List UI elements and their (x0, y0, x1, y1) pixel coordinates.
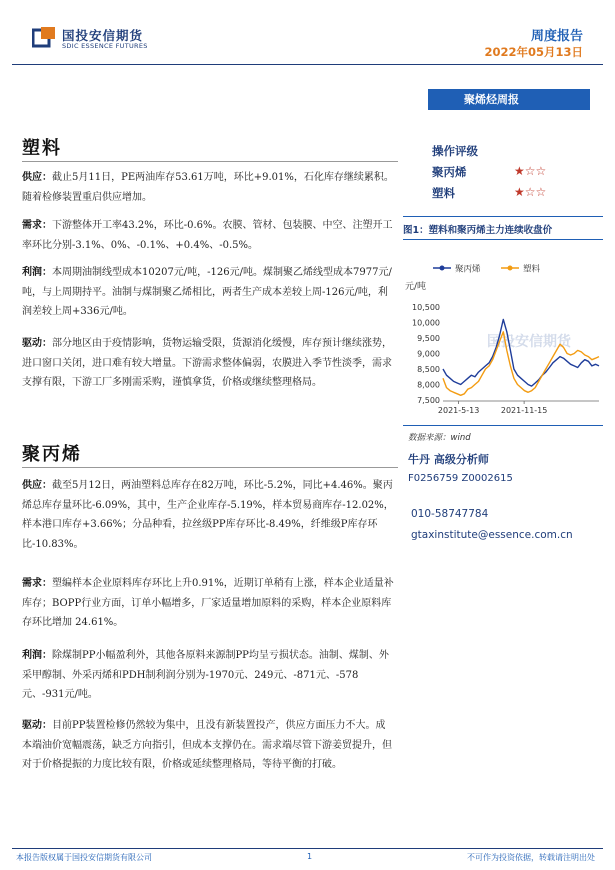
y-tick-label: 8,000 (417, 380, 440, 390)
legend-label-pe: 塑料 (523, 264, 541, 275)
pp-profit-paragraph (22, 646, 394, 705)
report-type: 周度报告 (530, 29, 583, 44)
figure-divider-mid (403, 239, 603, 240)
report-banner: 聚烯烃周报 (428, 89, 590, 110)
price-line-chart (403, 255, 603, 420)
pp-section-title: 聚丙烯 (22, 444, 82, 465)
plastic-profit-label: 利润： (22, 267, 52, 278)
pp-supply-text: 截至5月12日，两油塑料总库存在82万吨，环比-5.2%，同比+4.46%。聚丙烯总库存量环比-6.09%，其中，生产企业库存-5.19%，样本贸易商库存-12.02%，样本港口库存+3.66%；分品种看，拉丝级PP库存环比-8.49%，纤维级P库存环比-10.83%。 (22, 480, 394, 550)
pp-driver-paragraph (22, 716, 394, 775)
pp-demand-paragraph (22, 574, 394, 633)
pp-demand-text: 塑编样本企业原料库存环比上升0.91%，近期订单稍有上涨，样本企业适量补库存；BOPP行业方面，订单小幅增多，厂家适量增加原料的采购，样本企业原料库存环比增加 24.61%。 (22, 578, 394, 628)
plastic-driver-label: 驱动： (22, 338, 52, 349)
chart-unit-label: 元/吨 (405, 282, 427, 292)
pp-profit-label: 利润： (22, 650, 52, 661)
footer-disclaimer: 不可作为投资依据，转载请注明出处 (467, 853, 595, 862)
report-date: 2022年05月13日 (484, 45, 583, 59)
legend-label-pp: 聚丙烯 (455, 264, 481, 275)
y-tick-label: 10,000 (412, 318, 440, 328)
footer-divider (12, 848, 603, 849)
plastic-profit-text: 本周期油制线型成本10207元/吨，-126元/吨。煤制聚乙烯线型成本7977元/吨，与上周期持平。油制与煤制聚乙烯相比，两者生产成本差较上周-126元/吨，利润差较上周+336元/吨。 (22, 267, 392, 317)
figure-title: 图1：塑料和聚丙烯主力连续收盘价 (403, 225, 553, 236)
plastic-profit-paragraph (22, 263, 394, 322)
y-tick-label: 8,500 (417, 365, 440, 374)
footer-copyright: 本报告版权属于国投安信期货有限公司 (16, 853, 152, 862)
figure-divider-top (403, 216, 603, 217)
header-divider (12, 64, 603, 65)
pp-driver-label: 驱动： (22, 720, 52, 731)
x-tick-label: 2021-11-15 (500, 406, 548, 415)
y-tick-label: 10,500 (412, 303, 440, 312)
rating-title: 操作评级 (432, 144, 478, 158)
analyst-name: 牛丹 高级分析师 (408, 453, 489, 466)
pp-profit-text: 除煤制PP小幅盈利外，其他各原料来源制PP均呈亏损状态。油制、煤制、外采甲醇制、外采丙烯和PDH制利润分别为-1970元、249元、-871元、-578元、-931元/吨。 (22, 650, 389, 700)
y-tick-label: 9,000 (417, 349, 440, 359)
logo-text-cn: 国投安信期货 (62, 28, 144, 43)
plastic-driver-text: 部分地区由于疫情影响，货物运输受限，货源消化缓慢，库存预计继续涨势，进口窗口关闭，进口难有较大增量。下游需求整体偏弱，农膜进入季节性淡季，需求支撑有限，下游工厂多刚需采购，谨慎拿货，价格或继续整理格局。 (22, 338, 392, 388)
plastic-section-title: 塑料 (22, 138, 62, 159)
pp-supply-paragraph (22, 476, 394, 554)
legend-marker-pe (508, 266, 513, 271)
chart-watermark: 国投安信期货 (487, 333, 571, 350)
analyst-phone: 010-58747784 (411, 508, 489, 520)
plastic-demand-label: 需求： (22, 220, 52, 231)
x-tick-label: 2021-5-13 (437, 406, 480, 415)
star-rating-icon: ★☆☆ (514, 164, 547, 178)
plastic-section-divider (22, 161, 398, 162)
pp-section-divider (22, 467, 398, 468)
rating-row-pp (432, 164, 547, 180)
plastic-demand-paragraph (22, 216, 394, 255)
star-rating-icon: ★☆☆ (514, 185, 547, 199)
pp-driver-text: 目前PP装置检修仍然较为集中，且没有新装置投产，供应方面压力不大。成本端油价宽幅震荡，缺乏方向指引，但成本支撑仍在。需求端尽管下游姜贸提升，但对于价格提振的力度比较有限，价格或延续整理格局，等待平衡的打破。 (22, 720, 392, 770)
rating-row-plastic (432, 185, 547, 201)
plastic-supply-label: 供应： (22, 172, 52, 183)
company-logo-icon (32, 26, 58, 48)
figure-divider-bottom (403, 425, 603, 426)
rating-name: 塑料 (432, 186, 455, 200)
plastic-demand-text: 下游整体开工率43.2%，环比-0.6%。农膜、管材、包装膜、中空、注塑开工率环比分别-3.1%、0%、-0.1%、+0.4%、-0.5%。 (22, 220, 393, 251)
y-tick-label: 9,500 (417, 334, 440, 343)
legend-marker-pp (440, 266, 445, 271)
y-tick-label: 7,500 (417, 396, 440, 405)
logo-text-en: SDIC ESSENCE FUTURES (62, 42, 148, 50)
analyst-cert: F0256759 Z0002615 (408, 473, 513, 484)
plastic-driver-paragraph (22, 334, 394, 393)
figure-source: 数据来源：wind (408, 433, 471, 443)
plastic-supply-paragraph (22, 168, 394, 207)
analyst-email[interactable]: gtaxinstitute@essence.com.cn (411, 529, 573, 541)
page-number: 1 (307, 852, 313, 861)
plastic-supply-text: 截止5月11日，PE两油库存53.61万吨，环比+9.01%，石化库存继续累积。随着检修装置重启供应增加。 (22, 172, 394, 203)
pp-demand-label: 需求： (22, 578, 52, 589)
pp-supply-label: 供应： (22, 480, 52, 491)
rating-name: 聚丙烯 (432, 165, 467, 179)
